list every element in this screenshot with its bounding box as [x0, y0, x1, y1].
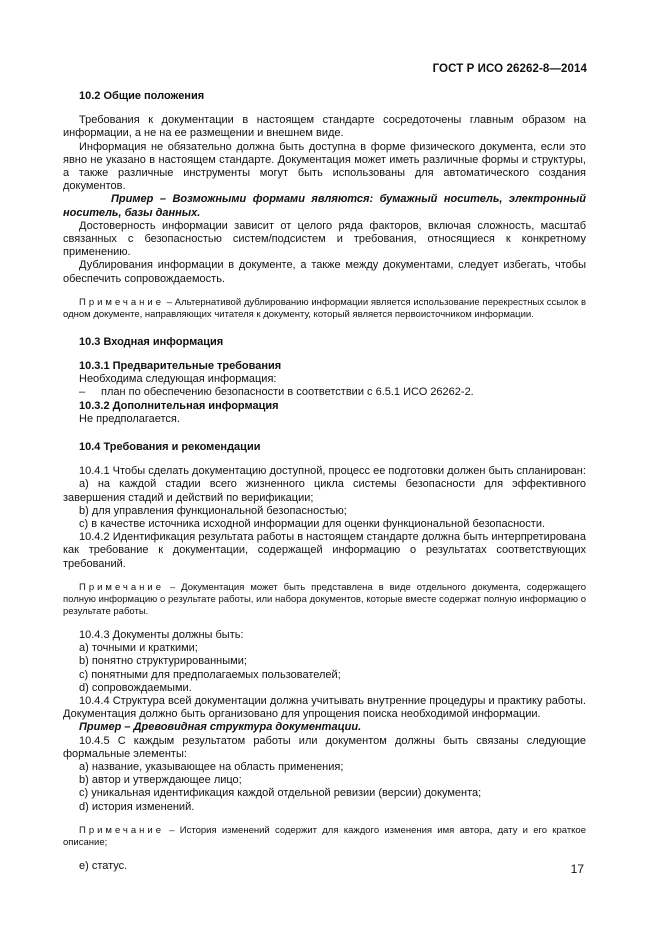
list-item: d) история изменений. — [79, 800, 195, 813]
paragraph: Требования к документации в настоящем стандарте сосредоточены главным образом на информации, а не на ее размещении и внешнем виде. — [63, 114, 586, 140]
document-header: ГОСТ Р ИСО 26262-8—2014 — [432, 63, 587, 75]
note-label: Примечание — [79, 296, 164, 308]
dash-list-item — [63, 386, 586, 399]
dash-marker: – — [79, 386, 86, 399]
list-item: b) понятно структурированными; — [79, 655, 247, 668]
subsection-10-3-2-title: 10.3.2 Дополнительная информация — [79, 399, 279, 412]
paragraph: 10.4.3 Документы должны быть: — [79, 628, 244, 641]
list-item: c) уникальная идентификация каждой отдельной ревизии (версии) документа; — [79, 787, 482, 800]
page-number: 17 — [570, 862, 584, 876]
note-label: Примечание — [79, 824, 164, 836]
section-10-2-title: 10.2 Общие положения — [79, 90, 205, 102]
subsection-10-3-1-title: 10.3.1 Предварительные требования — [79, 360, 282, 373]
paragraph: 10.4.2 Идентификация результата работы в настоящем стандарте должна быть интерпретирована как требование к документации, содержащей информацию о результатах соответствующих требований. — [63, 531, 586, 570]
list-item: c) понятными для предполагаемых пользователей; — [79, 668, 341, 681]
list-item: a) на каждой стадии всего жизненного цикла системы безопасности для эффективного завершения стадий и действий по верификации; — [63, 478, 586, 504]
paragraph: Дублирования информации в документе, а также между документами, следует избегать, чтобы обеспечить сопровождаемость. — [63, 259, 586, 285]
list-item: c) в качестве источника исходной информации для оценки функциональной безопасности. — [79, 518, 546, 531]
note-label: Примечание — [79, 581, 164, 593]
note-text: – Документация может быть представлена в виде отдельного документа, содержащего полную информацию о результате работы, или набора документов, которые вместе содержат полную информацию о результате работы. — [63, 581, 586, 617]
note — [63, 582, 586, 618]
paragraph: Необходима следующая информация: — [79, 373, 277, 386]
paragraph: Не предполагается. — [79, 412, 180, 425]
paragraph: 10.4.5 С каждым результатом работы или документом должны быть связаны следующие формальные элементы: — [63, 734, 586, 760]
list-item: e) статус. — [79, 859, 128, 872]
page-content — [63, 86, 586, 873]
example-text: Пример – Древовидная структура документации. — [79, 721, 362, 734]
paragraph: 10.4.1 Чтобы сделать документацию доступной, процесс ее подготовки должен быть спланирован: — [79, 465, 586, 478]
note-text: – История изменений содержит для каждого изменения имя автора, дату и его краткое описание; — [63, 824, 586, 848]
section-10-4-title: 10.4 Требования и рекомендации — [79, 441, 261, 454]
list-item: a) точными и краткими; — [79, 642, 198, 655]
list-item: b) для управления функциональной безопасностью; — [79, 504, 347, 517]
note-text: – Альтернативой дублированию информации является использование перекрестных ссылок в одном документе, направляющих читателя к документу, который является первоисточником информации. — [63, 296, 586, 320]
list-item: a) название, указывающее на область применения; — [79, 760, 344, 773]
paragraph: Информация не обязательно должна быть доступна в форме физического документа, если это явно не указано в настоящем стандарте. Документация может иметь различные формы и структуры, а также различные инструменты могут быть использованы для автоматического создания документов. — [63, 140, 586, 193]
note — [63, 297, 586, 321]
list-item: b) автор и утверждающее лицо; — [79, 774, 242, 787]
paragraph: 10.4.4 Структура всей документации должна учитывать внутренние процедуры и практику работы. Документация должно быть организовано для упрощения поиска необходимой информации. — [63, 694, 586, 721]
note — [63, 825, 586, 849]
section-10-3-title: 10.3 Входная информация — [79, 335, 224, 348]
paragraph: Достоверность информации зависит от целого ряда факторов, включая сложность, масштаб связанных с безопасностью систем/подсистем и требования, относящиеся к конкретному применению. — [63, 219, 586, 259]
example-text: Пример – Возможными формами являются: бумажный носитель, электронный носитель, базы данных. — [63, 193, 586, 219]
list-item-text: план по обеспечению безопасности в соответствии с 6.5.1 ИСО 26262-2. — [101, 386, 474, 399]
list-item: d) сопровождаемыми. — [79, 681, 192, 694]
